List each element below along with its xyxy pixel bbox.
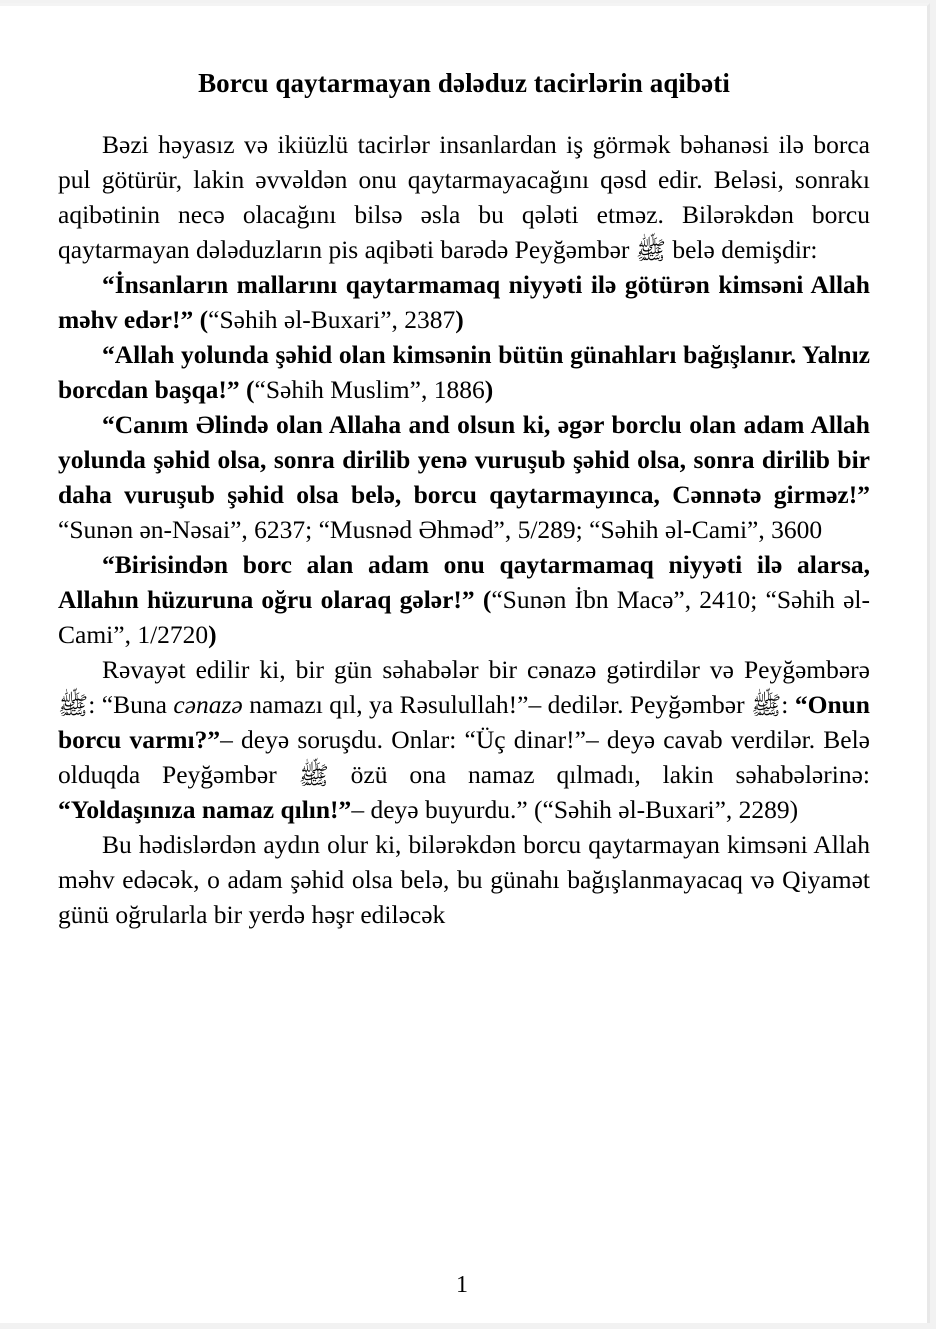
hadith-2-paren-open: ( xyxy=(239,375,255,404)
narrative-seg-7: – deyə buyurdu.” (“Səhih əl-Buxari”, 2289) xyxy=(351,795,799,824)
salawat-icon: ﷺ xyxy=(751,691,782,720)
salawat-icon: ﷺ xyxy=(298,761,329,790)
hadith-4-paren-open: ( xyxy=(474,585,492,614)
hadith-2-quote: “Allah yolunda şəhid olan kimsənin bütün günahları bağışlanır. Yalnız borcdan başqa!” xyxy=(58,340,870,404)
hadith-2-paren-close: ) xyxy=(484,375,494,404)
narrative-seg-6: özü ona namaz qılmadı, lakin səhabələrinə: xyxy=(328,760,870,789)
salawat-icon: ﷺ xyxy=(58,691,89,720)
paragraph-intro xyxy=(58,127,870,267)
narrative-seg-2: : “Buna xyxy=(88,690,174,719)
paragraph-narrative xyxy=(58,652,870,827)
narrative-italic-term: cənazə xyxy=(173,690,243,719)
paragraph-hadith-3 xyxy=(58,407,870,547)
hadith-1-quote: “İnsanların mallarını qaytarmamaq niyyəti ilə götürən kimsəni Allah məhv edər!” xyxy=(58,270,870,334)
document-page xyxy=(0,3,930,1323)
narrative-seg-3: namazı qıl, ya Rəsulullah!”– dedilər. Peyğəmbər xyxy=(242,690,752,719)
narrative-quote-1: “Onun borcu varmı?” xyxy=(58,690,870,754)
page-content xyxy=(0,6,927,992)
page-number: 1 xyxy=(456,1272,468,1298)
hadith-4-paren-close: ) xyxy=(208,620,217,649)
paragraph-conclusion: Bu hədislərdən aydın olur ki, bilərəkdən borcu qaytarmayan kimsəni Allah məhv edəcək, o adam şəhid olsa belə, bu günahı bağışlanmayacaq və Qiyamət günü oğrularla bir yerdə həşr ediləcək xyxy=(58,830,870,929)
narrative-seg-4: : xyxy=(781,690,795,719)
paragraph-hadith-4 xyxy=(58,547,870,652)
hadith-1-paren-open: ( xyxy=(193,305,209,334)
intro-text-part2: belə demişdir: xyxy=(665,235,818,264)
hadith-2-source: “Səhih Muslim”, 1886 xyxy=(254,375,485,404)
narrative-seg-1: Rəvayət edilir ki, bir gün səhabələr bir cənazə gətirdilər və Peyğəmbərə xyxy=(102,655,870,684)
hadith-1-paren-close: ) xyxy=(455,305,464,334)
page-title: Borcu qaytarmayan dələduz tacirlərin aqibəti xyxy=(198,68,730,98)
hadith-1-source: “Səhih əl-Buxari”, 2387 xyxy=(208,305,456,334)
hadith-4-quote: “Birisindən borc alan adam onu qaytarmamaq niyyəti ilə alarsa, Allahın hüzuruna oğru olaraq gələr!” xyxy=(58,550,870,614)
hadith-3-quote: “Canım Əlində olan Allaha and olsun ki, əgər borclu olan adam Allah yolunda şəhid olsa, sonra dirilib yenə vuruşub şəhid olsa, sonra dirilib bir daha vuruşub şəhid olsa belə, borcu qaytarmayınca, Cənnətə girməz!” xyxy=(58,410,870,509)
paragraph-hadith-1 xyxy=(58,267,870,337)
salawat-icon: ﷺ xyxy=(635,236,666,265)
bottom-spacer xyxy=(58,932,870,992)
hadith-3-source: “Sunən ən-Nəsai”, 6237; “Musnəd Əhməd”, 5/289; “Səhih əl-Cami”, 3600 xyxy=(58,515,823,544)
narrative-seg-5: – deyə soruşdu. Onlar: “Üç dinar!”– deyə cavab verdilər. Belə olduqda Peyğəmbər xyxy=(58,725,870,789)
narrative-quote-2: “Yoldaşınıza namaz qılın!” xyxy=(58,795,352,824)
intro-text-part1: Bəzi həyasız və ikiüzlü tacirlər insanlardan iş görmək bəhanəsi ilə borca pul götürür, lakin əvvəldən onu qaytarmayacağını qəsd edir. Beləsi, sonrakı aqibətinin necə olacağını bilsə əsla bu qələti etməz. Bilərəkdən borcu qaytarmayan dələduzların pis aqibəti barədə Peyğəmbər xyxy=(58,130,870,264)
hadith-4-source: “Sunən İbn Macə”, 2410; “Səhih əl-Cami”, 1/2720 xyxy=(58,585,870,649)
paragraph-hadith-2 xyxy=(58,337,870,407)
